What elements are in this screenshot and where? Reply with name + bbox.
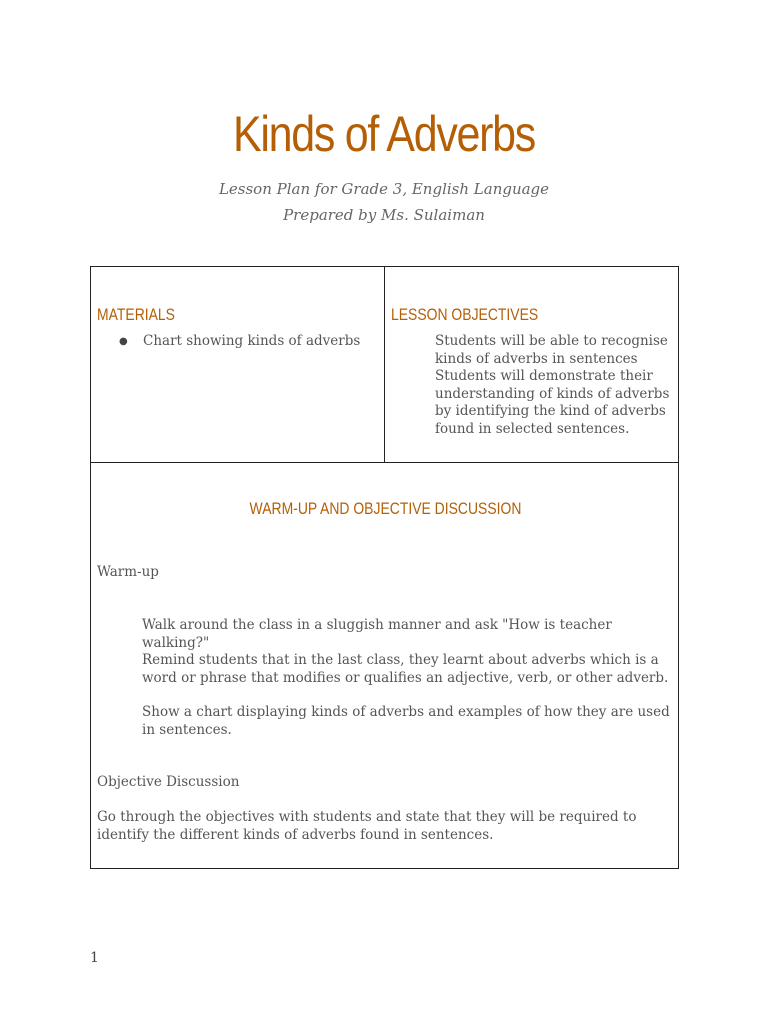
materials-list-item xyxy=(119,333,360,351)
warmup-label: Warm-up xyxy=(97,564,159,580)
warmup-heading: WARM-UP AND OBJECTIVE DISCUSSION xyxy=(249,499,522,518)
objectives-cell xyxy=(384,266,679,463)
subtitle-author: Prepared by Ms. Sulaiman xyxy=(283,206,485,224)
materials-item-text: Chart showing kinds of adverbs xyxy=(143,333,361,349)
bullet-icon: ● xyxy=(119,336,128,347)
materials-cell xyxy=(90,266,385,463)
warmup-paragraph: Remind students that in the last class, they learnt about adverbs which is a word or phrase that modifies or qualifies an adjective, verb, or other adverb. xyxy=(142,652,669,686)
objectives-text: Students will be able to recognise kinds of adverbs in sentences Students will demonstrate their understanding of kinds of adverbs by identifying the kind of adverbs found in selected sentences. xyxy=(435,333,670,437)
page-title: Kinds of Adverbs xyxy=(232,106,536,162)
objectives-heading: LESSON OBJECTIVES xyxy=(391,305,539,324)
subtitle-grade: Lesson Plan for Grade 3, English Language xyxy=(218,180,550,198)
materials-heading: MATERIALS xyxy=(97,305,175,324)
warmup-paragraph: Show a chart displaying kinds of adverbs and examples of how they are used in sentences. xyxy=(142,704,670,738)
objective-discussion-label: Objective Discussion xyxy=(97,774,240,790)
warmup-paragraph: Walk around the class in a sluggish manner and ask "How is teacher walking?" xyxy=(142,617,612,651)
objective-discussion-text: Go through the objectives with students and state that they will be required to identify the different kinds of adverbs found in sentences. xyxy=(97,809,637,843)
warmup-cell xyxy=(90,462,679,869)
page-number: 1 xyxy=(90,950,99,966)
